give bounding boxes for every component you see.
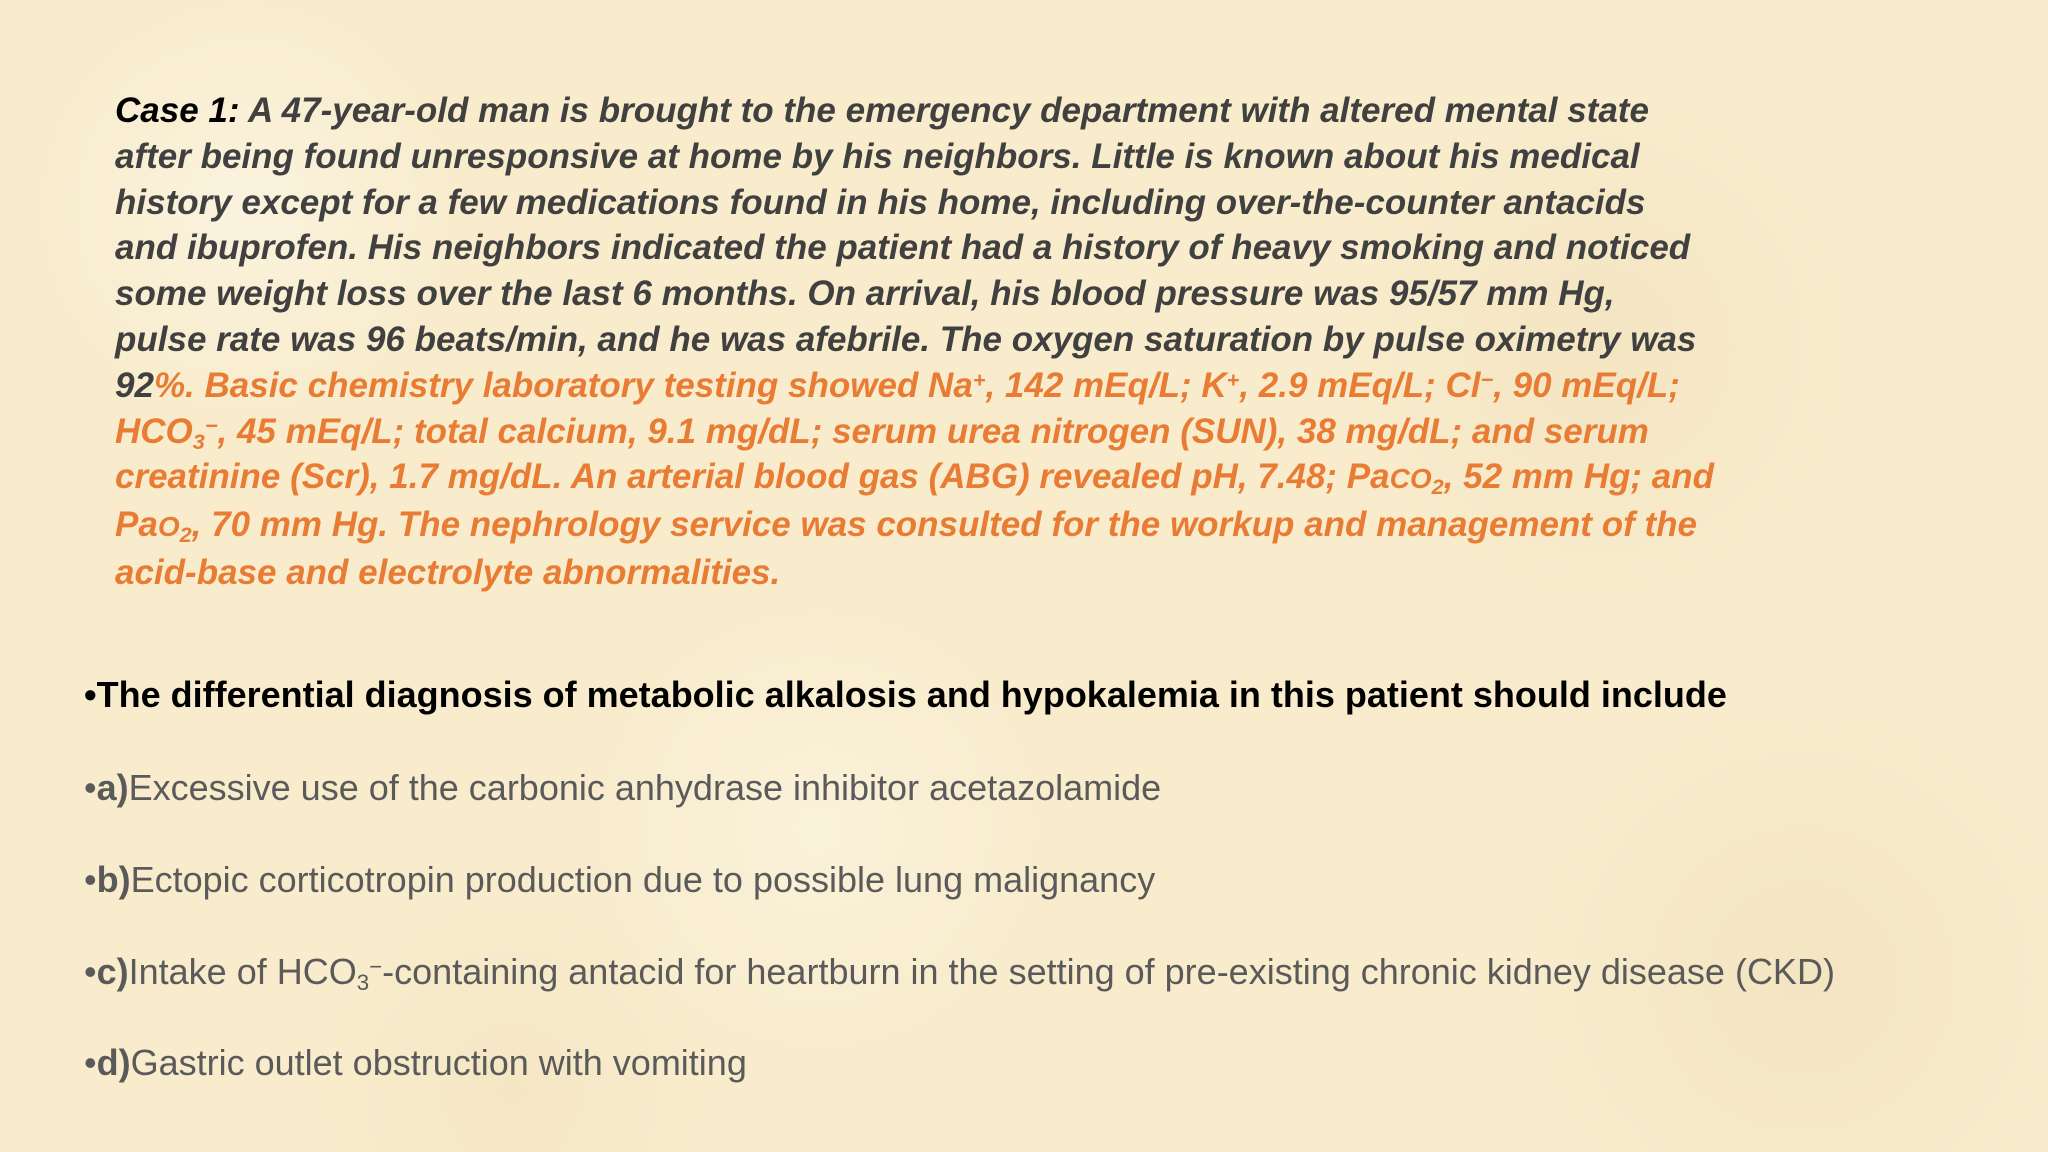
question-stem: •The differential diagnosis of metabolic alkalosis and hypokalemia in this patient should include xyxy=(84,674,1727,715)
option-letter: d) xyxy=(96,1042,131,1083)
bullet: • xyxy=(84,1042,97,1083)
case-label: Case 1: xyxy=(115,91,240,130)
case-line-6: pulse rate was 96 beats/min, and he was afebrile. The oxygen saturation by pulse oximetry was xyxy=(115,319,1697,359)
bullet: • xyxy=(84,767,97,808)
option-letter: c) xyxy=(96,951,129,992)
case-description xyxy=(115,88,1975,596)
option-text: Gastric outlet obstruction with vomiting xyxy=(130,1042,747,1083)
case-line-7: 92%. Basic chemistry laboratory testing showed Na+, 142 mEq/L; K+, 2.9 mEq/L; Cl−, 90 mEq/L; xyxy=(115,365,1680,405)
case-line-10: PaO$_2$, 70 mm Hg. The nephrology service was consulted for the workup and management of the xyxy=(115,505,1697,548)
case-line-4: and ibuprofen. His neighbors indicated the patient had a history of heavy smoking and noticed xyxy=(115,228,1691,268)
case-line-2: after being found unresponsive at home by his neighbors. Little is known about his medical xyxy=(115,136,1640,176)
case-line-5: some weight loss over the last 6 months. On arrival, his blood pressure was 95/57 mm Hg, xyxy=(115,274,1615,314)
bullet: • xyxy=(84,859,97,900)
case-line-8: $HCO_3^-$, 45 mEq/L; total calcium, 9.1 mg/dL; serum urea nitrogen (SUN), 38 mg/dL; and serum xyxy=(115,411,1649,454)
option-letter: a) xyxy=(96,767,129,808)
case-line-3: history except for a few medications found in his home, including over-the-counter antacids xyxy=(115,182,1646,222)
case-line-11: acid-base and electrolyte abnormalities. xyxy=(115,552,781,592)
option-text: Intake of $HCO_3^-$-containing antacid for heartburn in the setting of pre-existing chronic kidney disease (CKD) xyxy=(128,951,1835,996)
option-text: Excessive use of the carbonic anhydrase inhibitor acetazolamide xyxy=(128,767,1162,808)
option-letter: b) xyxy=(96,859,131,900)
option-c[interactable] xyxy=(84,950,1835,994)
option-d[interactable] xyxy=(84,1041,747,1085)
bullet: • xyxy=(84,951,97,992)
case-line-1: Case 1: A 47-year-old man is brought to the emergency department with altered mental state xyxy=(115,91,1649,130)
bullet: • xyxy=(84,674,97,715)
case-line-9: creatinine (Scr), 1.7 mg/dL. An arterial blood gas (ABG) revealed pH, 7.48; PaCO$_2$, 52 mm Hg; and xyxy=(115,457,1715,500)
option-a[interactable] xyxy=(84,766,1161,810)
option-b[interactable] xyxy=(84,858,1155,902)
option-text: Ectopic corticotropin production due to possible lung malignancy xyxy=(130,859,1156,900)
